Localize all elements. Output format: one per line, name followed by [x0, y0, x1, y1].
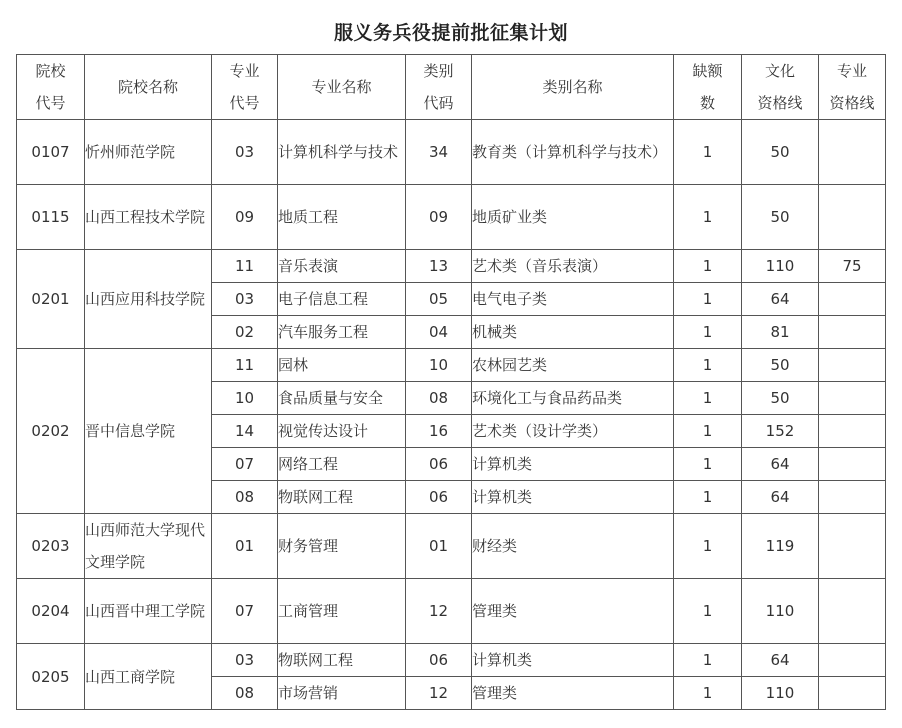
category-code-cell: 10: [406, 349, 472, 382]
vacancies-cell: 1: [674, 448, 742, 481]
header-major-line: 专业 资格线: [819, 55, 886, 120]
category-code-cell: 12: [406, 677, 472, 710]
header-category-code: 类别 代码: [406, 55, 472, 120]
vacancies-cell: 1: [674, 316, 742, 349]
category-name-cell: 电气电子类: [472, 283, 674, 316]
category-name-cell: 农林园艺类: [472, 349, 674, 382]
major-name-cell: 音乐表演: [278, 250, 406, 283]
major-name-cell: 园林: [278, 349, 406, 382]
vacancies-cell: 1: [674, 185, 742, 250]
category-name-cell: 计算机类: [472, 481, 674, 514]
major-name-cell: 工商管理: [278, 579, 406, 644]
school-name-cell: 山西应用科技学院: [85, 250, 212, 349]
major-line-cell: [819, 316, 886, 349]
culture-line-cell: 110: [742, 250, 819, 283]
major-code-cell: 07: [212, 448, 278, 481]
page-title: 服义务兵役提前批征集计划: [333, 22, 568, 44]
vacancies-cell: 1: [674, 677, 742, 710]
category-code-cell: 34: [406, 120, 472, 185]
vacancies-cell: 1: [674, 514, 742, 579]
header-major-code: 专业 代号: [212, 55, 278, 120]
major-code-cell: 11: [212, 250, 278, 283]
culture-line-cell: 64: [742, 448, 819, 481]
category-code-cell: 06: [406, 448, 472, 481]
major-name-cell: 汽车服务工程: [278, 316, 406, 349]
category-name-cell: 艺术类（设计学类）: [472, 415, 674, 448]
school-name-cell: 忻州师范学院: [85, 120, 212, 185]
major-code-cell: 02: [212, 316, 278, 349]
culture-line-cell: 50: [742, 185, 819, 250]
category-name-cell: 地质矿业类: [472, 185, 674, 250]
vacancies-cell: 1: [674, 579, 742, 644]
major-line-cell: [819, 283, 886, 316]
major-line-cell: [819, 382, 886, 415]
table-row: [17, 250, 886, 283]
vacancies-cell: 1: [674, 382, 742, 415]
culture-line-cell: 64: [742, 283, 819, 316]
culture-line-cell: 110: [742, 579, 819, 644]
major-line-cell: [819, 185, 886, 250]
vacancies-cell: 1: [674, 250, 742, 283]
vacancies-cell: 1: [674, 644, 742, 677]
major-code-cell: 03: [212, 120, 278, 185]
major-line-cell: [819, 448, 886, 481]
header-vacancies: 缺额 数: [674, 55, 742, 120]
category-name-cell: 艺术类（音乐表演）: [472, 250, 674, 283]
major-name-cell: 物联网工程: [278, 644, 406, 677]
major-code-cell: 09: [212, 185, 278, 250]
major-name-cell: 食品质量与安全: [278, 382, 406, 415]
culture-line-cell: 50: [742, 349, 819, 382]
culture-line-cell: 119: [742, 514, 819, 579]
school-code-cell: 0204: [17, 579, 85, 644]
major-name-cell: 财务管理: [278, 514, 406, 579]
school-name-cell: 山西工商学院: [85, 644, 212, 710]
major-line-cell: [819, 579, 886, 644]
school-code-cell: 0201: [17, 250, 85, 349]
school-name-cell: 山西师范大学现代文理学院: [85, 514, 212, 579]
vacancies-cell: 1: [674, 481, 742, 514]
category-code-cell: 06: [406, 481, 472, 514]
header-school-name: 院校名称: [85, 55, 212, 120]
major-line-cell: 75: [819, 250, 886, 283]
vacancies-cell: 1: [674, 415, 742, 448]
major-line-cell: [819, 514, 886, 579]
major-name-cell: 网络工程: [278, 448, 406, 481]
major-code-cell: 11: [212, 349, 278, 382]
school-code-cell: 0107: [17, 120, 85, 185]
table-row: [17, 349, 886, 382]
category-code-cell: 05: [406, 283, 472, 316]
table-row: [17, 644, 886, 677]
header-culture-line: 文化 资格线: [742, 55, 819, 120]
major-line-cell: [819, 481, 886, 514]
school-code-cell: 0115: [17, 185, 85, 250]
category-code-cell: 06: [406, 644, 472, 677]
culture-line-cell: 64: [742, 644, 819, 677]
culture-line-cell: 110: [742, 677, 819, 710]
major-name-cell: 计算机科学与技术: [278, 120, 406, 185]
category-code-cell: 04: [406, 316, 472, 349]
category-code-cell: 01: [406, 514, 472, 579]
table-row: [17, 579, 886, 644]
major-line-cell: [819, 415, 886, 448]
category-name-cell: 教育类（计算机科学与技术）: [472, 120, 674, 185]
major-name-cell: 地质工程: [278, 185, 406, 250]
school-name-cell: 山西工程技术学院: [85, 185, 212, 250]
major-code-cell: 01: [212, 514, 278, 579]
school-code-cell: 0205: [17, 644, 85, 710]
vacancies-cell: 1: [674, 283, 742, 316]
table-row: [17, 514, 886, 579]
school-name-cell: 山西晋中理工学院: [85, 579, 212, 644]
culture-line-cell: 50: [742, 120, 819, 185]
category-name-cell: 机械类: [472, 316, 674, 349]
header-category-name: 类别名称: [472, 55, 674, 120]
category-code-cell: 08: [406, 382, 472, 415]
school-code-cell: 0203: [17, 514, 85, 579]
major-code-cell: 03: [212, 283, 278, 316]
category-name-cell: 计算机类: [472, 644, 674, 677]
vacancies-cell: 1: [674, 349, 742, 382]
header-school-code: 院校 代号: [17, 55, 85, 120]
category-code-cell: 12: [406, 579, 472, 644]
culture-line-cell: 152: [742, 415, 819, 448]
major-code-cell: 14: [212, 415, 278, 448]
table-header-row: [17, 55, 886, 120]
major-name-cell: 市场营销: [278, 677, 406, 710]
major-line-cell: [819, 349, 886, 382]
culture-line-cell: 64: [742, 481, 819, 514]
enlistment-plan-table: [16, 54, 886, 710]
vacancies-cell: 1: [674, 120, 742, 185]
major-line-cell: [819, 120, 886, 185]
table-row: [17, 185, 886, 250]
category-code-cell: 09: [406, 185, 472, 250]
major-line-cell: [819, 677, 886, 710]
category-name-cell: 管理类: [472, 677, 674, 710]
header-major-name: 专业名称: [278, 55, 406, 120]
category-name-cell: 管理类: [472, 579, 674, 644]
major-code-cell: 08: [212, 481, 278, 514]
culture-line-cell: 50: [742, 382, 819, 415]
category-code-cell: 16: [406, 415, 472, 448]
major-code-cell: 07: [212, 579, 278, 644]
major-name-cell: 视觉传达设计: [278, 415, 406, 448]
table-row: [17, 120, 886, 185]
major-code-cell: 10: [212, 382, 278, 415]
school-name-cell: 晋中信息学院: [85, 349, 212, 514]
major-name-cell: 物联网工程: [278, 481, 406, 514]
culture-line-cell: 81: [742, 316, 819, 349]
major-code-cell: 03: [212, 644, 278, 677]
major-name-cell: 电子信息工程: [278, 283, 406, 316]
category-code-cell: 13: [406, 250, 472, 283]
category-name-cell: 财经类: [472, 514, 674, 579]
major-line-cell: [819, 644, 886, 677]
category-name-cell: 环境化工与食品药品类: [472, 382, 674, 415]
school-code-cell: 0202: [17, 349, 85, 514]
major-code-cell: 08: [212, 677, 278, 710]
category-name-cell: 计算机类: [472, 448, 674, 481]
